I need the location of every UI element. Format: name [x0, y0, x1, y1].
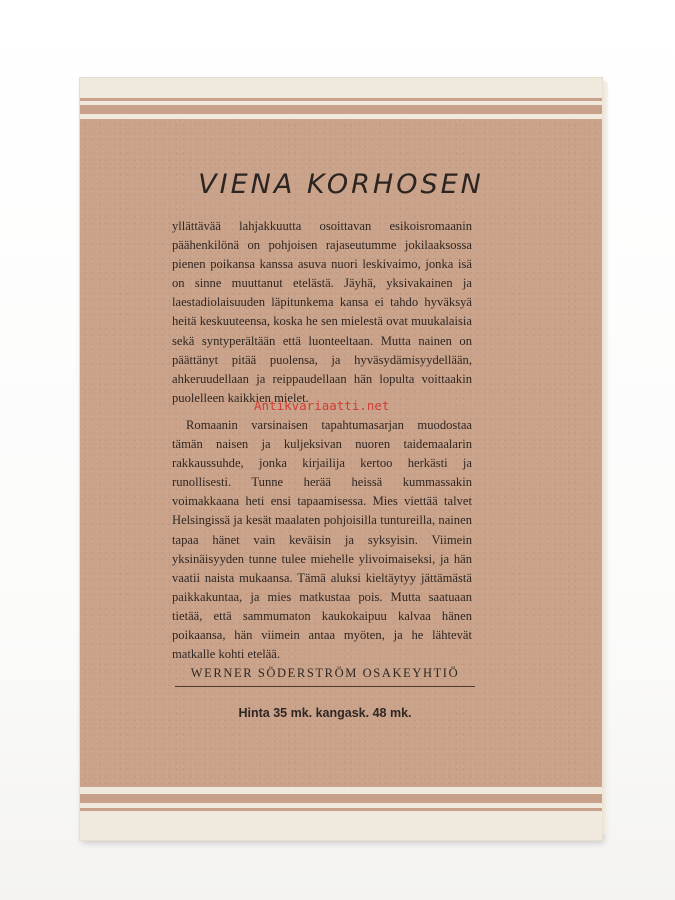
- bottom-stripe-thin: [80, 808, 602, 811]
- watermark-text: Antikvariaatti.net: [254, 398, 390, 413]
- publisher-rule: [175, 686, 475, 687]
- book-page-edges: [602, 82, 608, 834]
- blurb-paragraph-1: yllättävää lahjakkuutta osoittavan esikoisromaanin päähenkilönä on pohjoisen rajaseutumme jokilaaksossa pienen poikansa kanssa asuva nuori leskivaimo, jonka isä on sinne muuttanut etelästä. Jäyhä, yksivakainen ja laestadiolaisuuden läpitunkema kansa ei tahdo hyväksyä heitä keskuuteensa, koska he sen mielestä ovat muukalaisia sekä syntyperältään että luonteeltaan. Mutta nainen on päättänyt pitää puolensa, ja hyväsydämisyydellään, ahkeruudellaan ja reippaudellaan hän lopulta voittaakin puolelleen kaikkien mielet.: [172, 219, 472, 405]
- top-stripe-thin: [80, 98, 602, 101]
- blurb-paragraph-2: Romaanin varsinaisen tapahtumasarjan muodostaa tämän naisen ja kuljeksivan nuoren taidemaalarin rakkaussuhde, jonka kirjailija kertoo herkästi ja runollisesti. Tunne herää heissä kummassakin voimakkaana heti ensi tapaamisessa. Mies viettää talvet Helsingissä ja kesät maalaten pohjoisilla tuntureilla, nainen tapaa hänet vain keväisin ja syksyisin. Viimein yksinäisyyden tunne tulee miehelle ylivoimaiseksi, ja hän vaatii naista mukaansa. Tämä aluksi kieltäytyy jättämästä paikkakuntaa, ja mies matkustaa pois. Mutta saatuaan tietää, että sammumaton kaukokaipuu kalvaa hänen poikaansa, hän viimein antaa myöten, ja he lähtevät matkalle kohti etelää.: [172, 417, 472, 662]
- publisher-name: WERNER SÖDERSTRÖM OSAKEYHTIÖ: [190, 666, 460, 680]
- top-stripe-thick: [80, 105, 602, 114]
- bottom-stripe-thick: [80, 794, 602, 803]
- blurb-text: [172, 217, 472, 664]
- author-title: VIENA KORHOSEN: [198, 169, 484, 200]
- book-back-cover: [80, 78, 602, 840]
- price-line: Hinta 35 mk. kangask. 48 mk.: [238, 706, 412, 720]
